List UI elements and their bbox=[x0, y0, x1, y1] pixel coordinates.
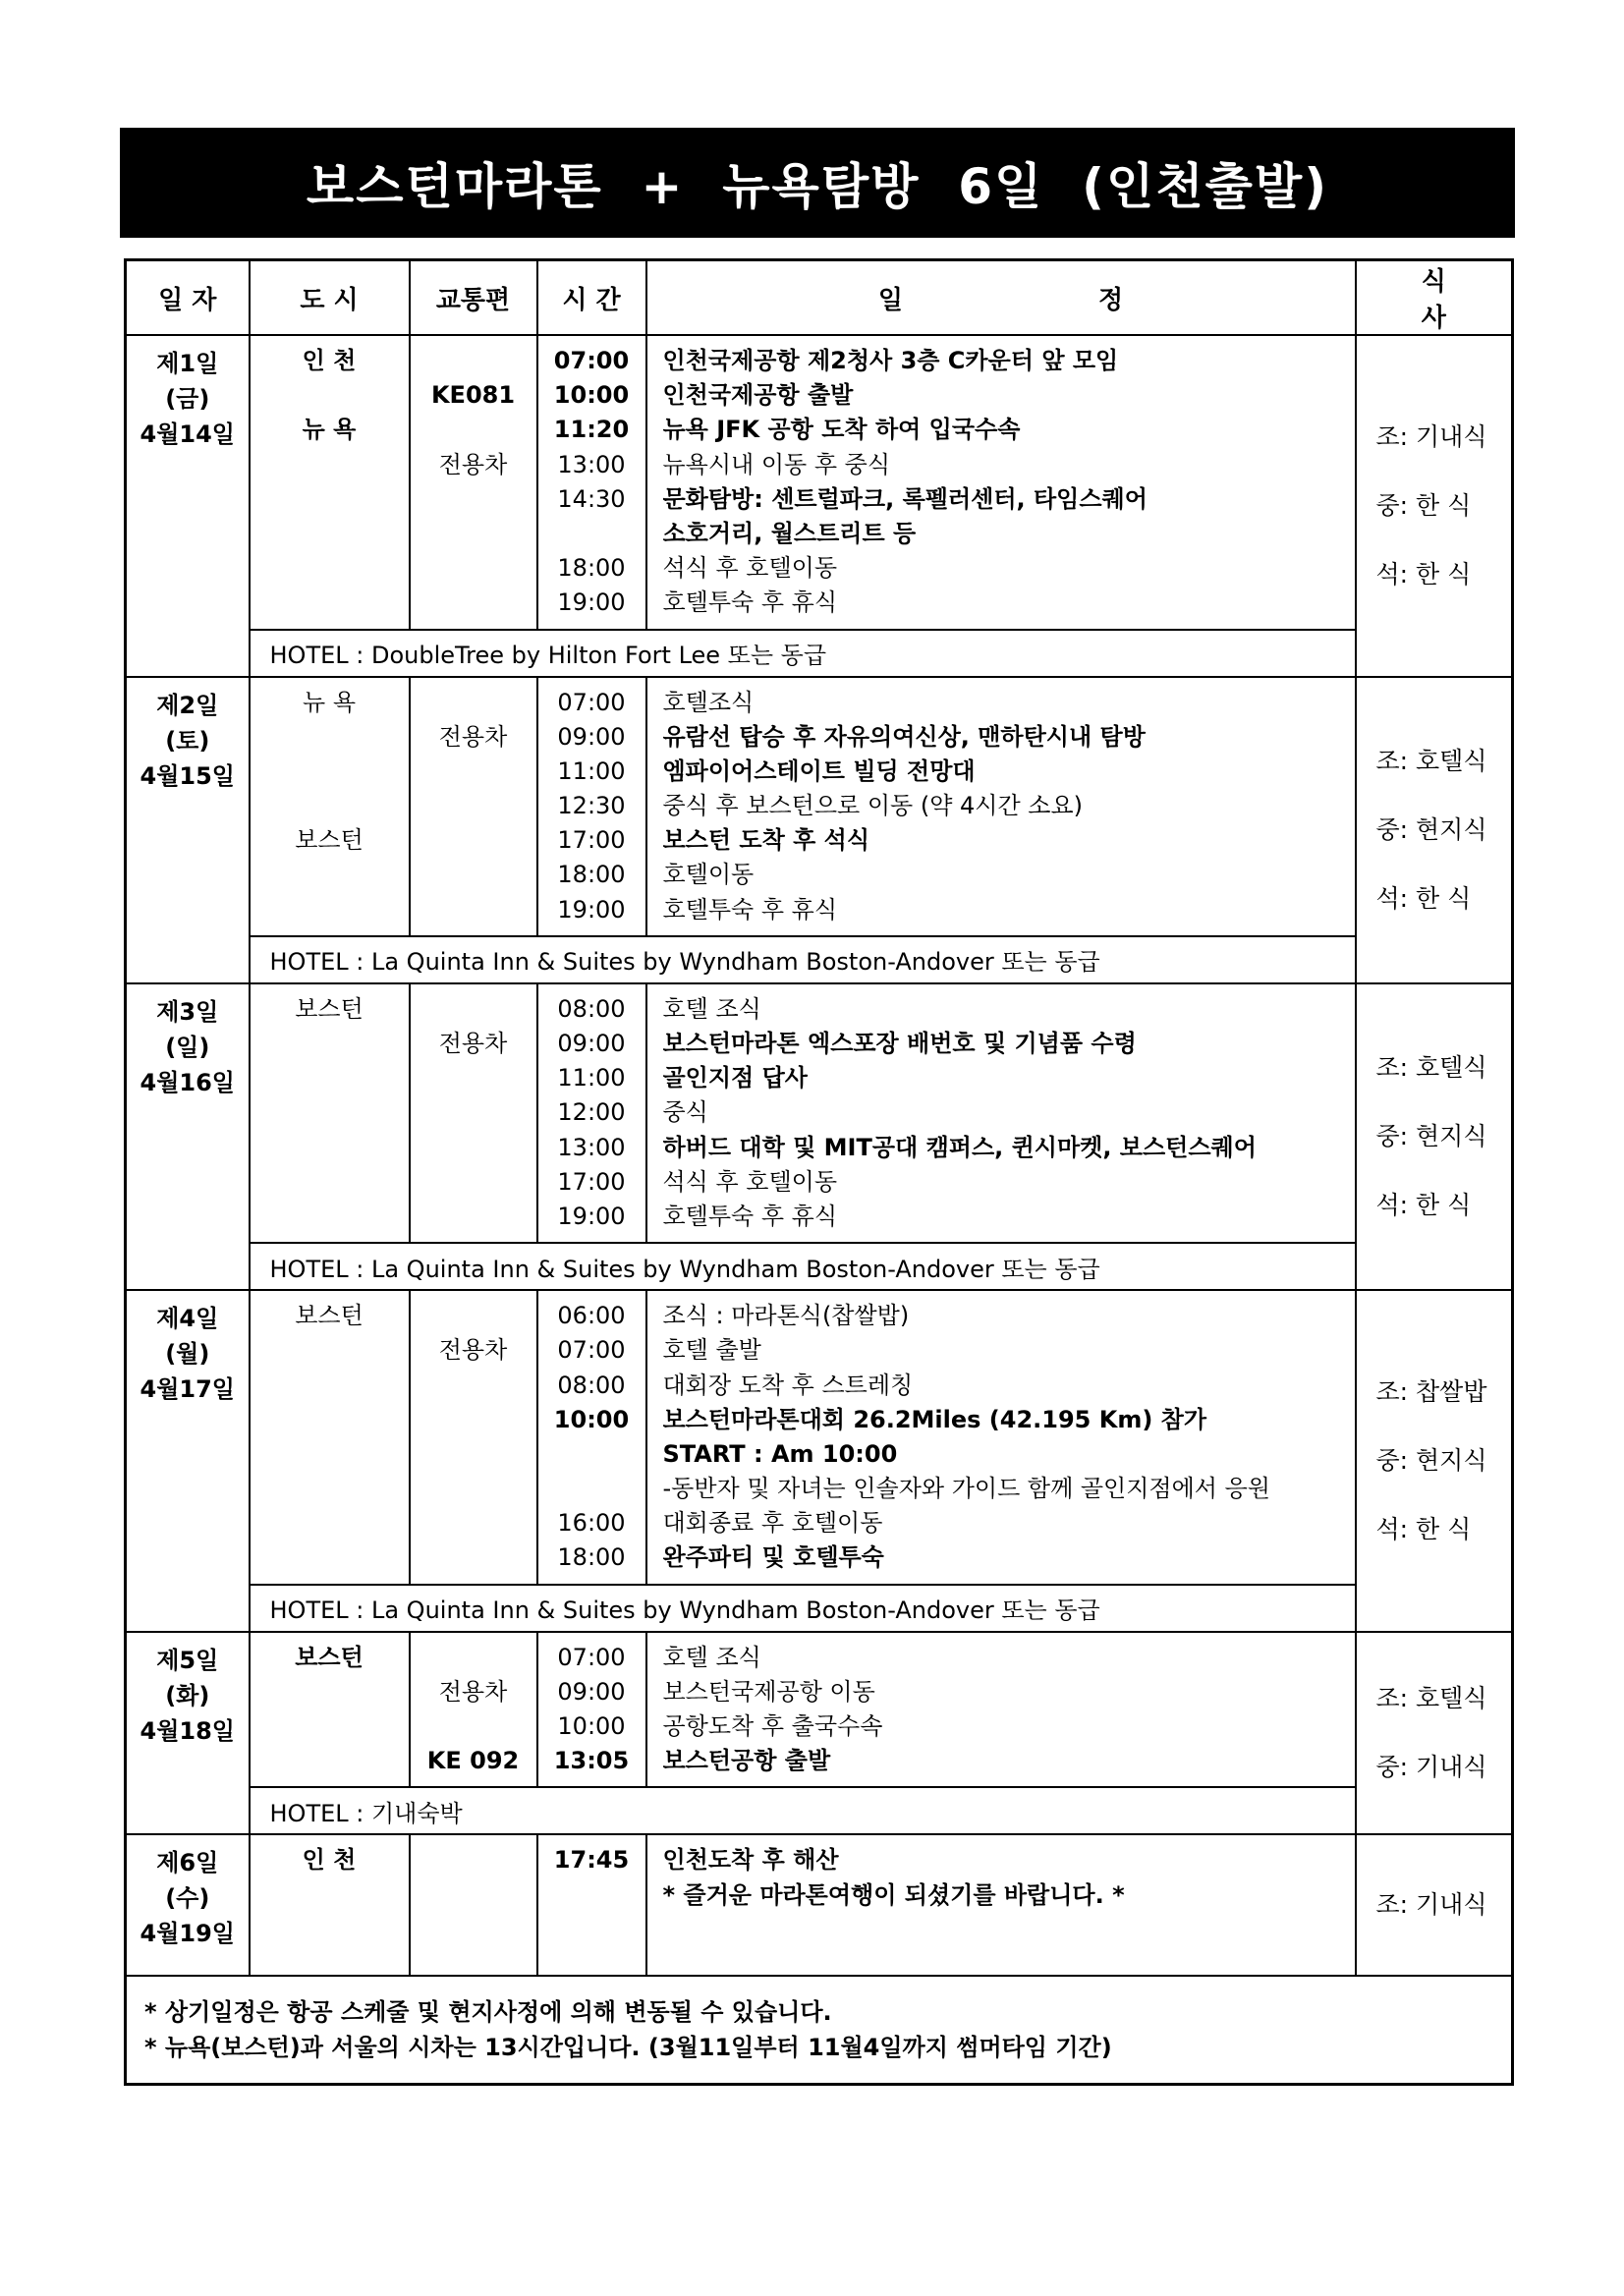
city-line bbox=[251, 1675, 409, 1709]
schedule-cell bbox=[646, 677, 1356, 936]
schedule-line: 하버드 대학 및 MIT공대 캠퍼스, 퀸시마켓, 보스턴스퀘어 bbox=[662, 1133, 1257, 1161]
city-line bbox=[251, 1027, 409, 1061]
schedule-line: 인천도착 후 해산 bbox=[662, 1846, 839, 1875]
page-title: 보스턴마라톤 + 뉴욕탐방 6일 (인천출발) bbox=[120, 128, 1515, 238]
transport-line bbox=[411, 1061, 536, 1095]
day-label: 제1일 bbox=[156, 350, 219, 377]
schedule-line: 완주파티 및 호텔투숙 bbox=[662, 1543, 884, 1572]
meal-cell bbox=[1356, 335, 1513, 677]
meal-line: 조: 기내식 bbox=[1375, 421, 1487, 451]
transport-line: KE081 bbox=[430, 381, 516, 410]
city-line bbox=[251, 755, 409, 789]
transport-line: 전용차 bbox=[438, 450, 508, 478]
schedule-line: 석식 후 호텔이동 bbox=[662, 1167, 838, 1196]
schedule-line: 문화탐방: 센트럴파크, 록펠러센터, 타임스퀘어 bbox=[662, 484, 1148, 513]
schedule-cell bbox=[646, 1834, 1356, 1976]
transport-line bbox=[411, 1540, 536, 1575]
city-line bbox=[251, 378, 409, 413]
city-line bbox=[251, 720, 409, 755]
city-line bbox=[251, 1709, 409, 1744]
header-transport: 교통편 bbox=[410, 260, 537, 336]
schedule-line: 뉴욕시내 이동 후 중식 bbox=[662, 450, 891, 478]
city-line bbox=[251, 1165, 409, 1200]
header-city: 도 시 bbox=[250, 260, 410, 336]
city-line: 뉴 욕 bbox=[302, 416, 357, 444]
day-cell bbox=[126, 1632, 250, 1835]
schedule-cell bbox=[646, 335, 1356, 630]
schedule-line: 유람선 탑승 후 자유의여신상, 맨하탄시내 탐방 bbox=[662, 722, 1146, 751]
day-row bbox=[126, 335, 1513, 630]
city-line: 뉴 욕 bbox=[303, 688, 356, 716]
transport-line: 전용차 bbox=[438, 1677, 508, 1706]
schedule-cell bbox=[646, 1632, 1356, 1788]
meal-line: 석: 한 식 bbox=[1375, 883, 1472, 913]
transport-line: 전용차 bbox=[438, 1336, 508, 1365]
hotel-row bbox=[126, 1787, 1513, 1834]
header-day: 일 자 bbox=[126, 260, 250, 336]
transport-line bbox=[411, 1095, 536, 1130]
notes bbox=[126, 1976, 1513, 2085]
city-line bbox=[251, 1200, 409, 1234]
transport-line bbox=[411, 413, 536, 447]
schedule-line: 조식 : 마라톤식(찹쌀밥) bbox=[662, 1302, 910, 1330]
meal-line: 석: 한 식 bbox=[1375, 559, 1472, 588]
header-schedule: 일 정 bbox=[646, 260, 1356, 336]
city-line bbox=[251, 789, 409, 823]
schedule-line: 석식 후 호텔이동 bbox=[662, 554, 838, 583]
day-cell bbox=[126, 983, 250, 1290]
time-cell bbox=[537, 335, 646, 630]
day-label: 제6일 bbox=[156, 1849, 219, 1877]
transport-line bbox=[411, 1472, 536, 1506]
hotel-info: HOTEL : La Quinta Inn & Suites by Wyndham Boston-Andover 또는 동급 bbox=[250, 936, 1356, 983]
schedule-line: 인천국제공항 제2청사 3층 C카운터 앞 모임 bbox=[662, 347, 1119, 374]
schedule-line: 호텔투숙 후 휴식 bbox=[662, 588, 838, 617]
transport-line bbox=[411, 1843, 536, 1877]
header-meal: 식 사 bbox=[1356, 260, 1513, 336]
city-cell bbox=[250, 335, 410, 630]
header-row bbox=[126, 260, 1513, 336]
meal-line: 조: 호텔식 bbox=[1375, 1684, 1487, 1712]
schedule-line: 대회장 도착 후 스트레칭 bbox=[662, 1371, 914, 1399]
schedule-line: 호텔 조식 bbox=[662, 1643, 761, 1671]
transport-line bbox=[411, 586, 536, 620]
city-line bbox=[251, 586, 409, 620]
transport-cell bbox=[410, 335, 537, 630]
time-line bbox=[538, 1878, 645, 1913]
meal-cell bbox=[1356, 677, 1513, 983]
city-line bbox=[251, 858, 409, 892]
transport-line: 전용차 bbox=[438, 722, 508, 751]
schedule-line: -동반자 및 자녀는 인솔자와 가이드 함께 골인지점에서 응원 bbox=[662, 1475, 1270, 1503]
day-weekday: (수) bbox=[165, 1884, 210, 1913]
city-line bbox=[251, 1472, 409, 1506]
day-date: 4월18일 bbox=[140, 1716, 235, 1745]
transport-cell bbox=[410, 1834, 537, 1976]
day-cell bbox=[126, 335, 250, 677]
day-label: 제4일 bbox=[156, 1305, 219, 1333]
transport-line bbox=[411, 823, 536, 858]
time-line: 09:00 bbox=[557, 1677, 626, 1706]
meal-line: 조: 호텔식 bbox=[1375, 1052, 1487, 1082]
time-line: 07:00 bbox=[553, 347, 630, 374]
city-line bbox=[251, 1333, 409, 1368]
schedule-line: 보스턴국제공항 이동 bbox=[662, 1677, 875, 1706]
schedule-line: 보스턴공항 출발 bbox=[662, 1747, 831, 1775]
day-label: 제3일 bbox=[156, 997, 219, 1026]
itinerary-body bbox=[126, 335, 1513, 1976]
day-row bbox=[126, 1290, 1513, 1585]
time-line: 19:00 bbox=[557, 588, 626, 617]
time-line: 08:00 bbox=[557, 1371, 626, 1399]
time-line: 17:00 bbox=[557, 1167, 626, 1196]
day-date: 4월19일 bbox=[140, 1920, 235, 1948]
transport-line bbox=[411, 893, 536, 927]
time-line: 12:30 bbox=[557, 792, 626, 820]
time-line: 10:00 bbox=[557, 1712, 626, 1740]
time-line: 06:00 bbox=[557, 1302, 626, 1330]
city-line bbox=[251, 448, 409, 482]
day-row bbox=[126, 983, 1513, 1243]
time-line: 16:00 bbox=[557, 1509, 626, 1538]
meal-line: 석: 한 식 bbox=[1375, 1514, 1472, 1543]
schedule-line: 호텔 출발 bbox=[662, 1336, 761, 1365]
city-line: 보스턴 bbox=[295, 1302, 364, 1330]
city-line bbox=[251, 517, 409, 551]
time-line: 18:00 bbox=[557, 1543, 626, 1572]
schedule-line: 인천국제공항 출발 bbox=[662, 381, 854, 410]
day-weekday: (금) bbox=[165, 385, 210, 413]
meal-cell bbox=[1356, 1632, 1513, 1835]
transport-line bbox=[411, 789, 536, 823]
itinerary-table bbox=[124, 258, 1514, 2086]
day-row bbox=[126, 677, 1513, 936]
time-line: 12:00 bbox=[557, 1098, 626, 1127]
transport-line bbox=[411, 686, 536, 720]
time-line: 13:00 bbox=[557, 450, 626, 478]
city-cell bbox=[250, 1632, 410, 1788]
meal-line: 조: 기내식 bbox=[1375, 1890, 1487, 1920]
hotel-row bbox=[126, 1243, 1513, 1290]
time-line: 11:00 bbox=[557, 756, 626, 785]
time-line: 14:30 bbox=[557, 484, 626, 513]
transport-line bbox=[411, 1709, 536, 1744]
hotel-info: HOTEL : 기내숙박 bbox=[250, 1787, 1356, 1834]
day-label: 제2일 bbox=[156, 691, 219, 719]
schedule-line: 보스턴 도착 후 석식 bbox=[662, 826, 870, 855]
hotel-row bbox=[126, 630, 1513, 677]
day-date: 4월14일 bbox=[140, 420, 235, 448]
schedule-line: 골인지점 답사 bbox=[662, 1064, 808, 1092]
day-date: 4월17일 bbox=[140, 1375, 235, 1404]
city-cell bbox=[250, 1290, 410, 1585]
transport-line bbox=[411, 1641, 536, 1675]
city-line bbox=[251, 1506, 409, 1540]
time-line: 17:45 bbox=[553, 1846, 630, 1875]
time-line: 18:00 bbox=[557, 554, 626, 583]
time-line: 10:00 bbox=[553, 381, 630, 410]
city-line: 인 천 bbox=[302, 1846, 357, 1875]
city-line: 보스턴 bbox=[295, 1643, 364, 1671]
day-cell bbox=[126, 1290, 250, 1632]
time-line: 10:00 bbox=[553, 1405, 630, 1433]
hotel-info: HOTEL : DoubleTree by Hilton Fort Lee 또는 동급 bbox=[250, 630, 1356, 677]
meal-cell bbox=[1356, 1290, 1513, 1632]
time-line: 11:20 bbox=[553, 416, 630, 444]
meal-line: 조: 호텔식 bbox=[1375, 746, 1487, 775]
time-line: 13:05 bbox=[553, 1747, 630, 1775]
schedule-cell bbox=[646, 1290, 1356, 1585]
time-cell bbox=[537, 1834, 646, 1976]
schedule-line: 호텔투숙 후 휴식 bbox=[662, 895, 838, 924]
time-cell bbox=[537, 1290, 646, 1585]
city-line bbox=[251, 1131, 409, 1165]
transport-line bbox=[411, 1506, 536, 1540]
time-line: 18:00 bbox=[557, 861, 626, 889]
note-line: * 상기일정은 항공 스케줄 및 현지사정에 의해 변동될 수 있습니다. bbox=[144, 1998, 832, 2027]
transport-line bbox=[411, 1299, 536, 1333]
meal-cell bbox=[1356, 1834, 1513, 1976]
transport-line bbox=[411, 551, 536, 586]
time-cell bbox=[537, 677, 646, 936]
meal-cell bbox=[1356, 983, 1513, 1290]
transport-line bbox=[411, 992, 536, 1027]
schedule-line: 소호거리, 월스트리트 등 bbox=[662, 519, 917, 547]
day-cell bbox=[126, 677, 250, 983]
time-cell bbox=[537, 1632, 646, 1788]
time-line: 19:00 bbox=[557, 895, 626, 924]
time-line: 11:00 bbox=[557, 1064, 626, 1092]
transport-line bbox=[411, 1369, 536, 1403]
hotel-row bbox=[126, 936, 1513, 983]
day-date: 4월15일 bbox=[140, 761, 235, 790]
schedule-line: 보스턴마라톤대회 26.2Miles (42.195 Km) 참가 bbox=[662, 1405, 1207, 1433]
city-cell bbox=[250, 1834, 410, 1976]
day-weekday: (월) bbox=[165, 1340, 210, 1369]
schedule-line: START : Am 10:00 bbox=[662, 1439, 898, 1468]
day-row bbox=[126, 1834, 1513, 1976]
time-line: 07:00 bbox=[557, 1643, 626, 1671]
time-line: 07:00 bbox=[557, 688, 626, 716]
city-line bbox=[251, 1878, 409, 1913]
time-line: 13:00 bbox=[557, 1133, 626, 1161]
schedule-line: 보스턴마라톤 엑스포장 배번호 및 기념품 수령 bbox=[662, 1030, 1137, 1057]
city-cell bbox=[250, 677, 410, 936]
transport-cell bbox=[410, 1632, 537, 1788]
time-line: 17:00 bbox=[557, 826, 626, 855]
time-cell bbox=[537, 983, 646, 1243]
city-line bbox=[251, 482, 409, 517]
transport-cell bbox=[410, 677, 537, 936]
city-line: 보스턴 bbox=[295, 826, 364, 855]
note-line: * 뉴욕(보스턴)과 서울의 시차는 13시간입니다. (3월11일부터 11월4일까지 썸머타임 기간) bbox=[144, 2034, 1112, 2062]
schedule-line: 엠파이어스테이트 빌딩 전망대 bbox=[662, 756, 976, 785]
time-line bbox=[538, 517, 645, 551]
city-line bbox=[251, 893, 409, 927]
transport-line bbox=[411, 517, 536, 551]
day-date: 4월16일 bbox=[140, 1068, 235, 1096]
day-row bbox=[126, 1632, 1513, 1788]
transport-line bbox=[411, 858, 536, 892]
day-weekday: (토) bbox=[165, 726, 210, 755]
schedule-cell bbox=[646, 983, 1356, 1243]
transport-line bbox=[411, 1437, 536, 1472]
transport-line bbox=[411, 755, 536, 789]
hotel-info: HOTEL : La Quinta Inn & Suites by Wyndham Boston-Andover 또는 동급 bbox=[250, 1243, 1356, 1290]
day-weekday: (화) bbox=[165, 1681, 210, 1709]
time-line: 19:00 bbox=[557, 1202, 626, 1230]
schedule-line: 호텔 조식 bbox=[662, 994, 761, 1023]
schedule-line: 호텔투숙 후 휴식 bbox=[662, 1202, 838, 1230]
city-line bbox=[251, 1744, 409, 1778]
transport-line bbox=[411, 1878, 536, 1913]
schedule-line: 중식 후 보스턴으로 이동 (약 4시간 소요) bbox=[662, 792, 1084, 820]
time-line: 08:00 bbox=[557, 994, 626, 1023]
city-line bbox=[251, 1437, 409, 1472]
meal-line: 석: 한 식 bbox=[1375, 1190, 1472, 1219]
city-line bbox=[251, 1369, 409, 1403]
meal-line: 중: 한 식 bbox=[1375, 490, 1472, 520]
time-line: 07:00 bbox=[557, 1336, 626, 1365]
schedule-line: 공항도착 후 출국수속 bbox=[662, 1712, 883, 1740]
city-line bbox=[251, 1540, 409, 1575]
transport-line bbox=[411, 1131, 536, 1165]
header-time: 시 간 bbox=[537, 260, 646, 336]
time-line: 09:00 bbox=[557, 722, 626, 751]
schedule-line: 대회종료 후 호텔이동 bbox=[662, 1509, 883, 1538]
transport-line bbox=[411, 482, 536, 517]
day-cell bbox=[126, 1834, 250, 1976]
transport-line bbox=[411, 1165, 536, 1200]
transport-line bbox=[411, 344, 536, 378]
transport-line bbox=[411, 1403, 536, 1437]
city-line bbox=[251, 1403, 409, 1437]
time-line bbox=[538, 1472, 645, 1506]
time-line: 09:00 bbox=[557, 1030, 626, 1057]
transport-cell bbox=[410, 1290, 537, 1585]
city-line: 인 천 bbox=[302, 347, 357, 374]
transport-cell bbox=[410, 983, 537, 1243]
meal-line: 조: 찹쌀밥 bbox=[1375, 1376, 1487, 1406]
meal-line: 중: 기내식 bbox=[1375, 1753, 1487, 1781]
transport-line: KE 092 bbox=[426, 1747, 520, 1775]
transport-line bbox=[411, 1200, 536, 1234]
city-line: 보스턴 bbox=[295, 994, 364, 1023]
city-line bbox=[251, 1061, 409, 1095]
schedule-line: * 즐거운 마라톤여행이 되셨기를 바랍니다. * bbox=[662, 1880, 1125, 1909]
day-label: 제5일 bbox=[156, 1646, 219, 1674]
notes-row bbox=[126, 1976, 1513, 2085]
schedule-line: 호텔조식 bbox=[662, 688, 755, 716]
transport-line: 전용차 bbox=[438, 1030, 508, 1057]
day-weekday: (일) bbox=[165, 1033, 210, 1061]
city-line bbox=[251, 1095, 409, 1130]
meal-line: 중: 현지식 bbox=[1375, 814, 1487, 844]
hotel-info: HOTEL : La Quinta Inn & Suites by Wyndham Boston-Andover 또는 동급 bbox=[250, 1585, 1356, 1632]
hotel-row bbox=[126, 1585, 1513, 1632]
city-line bbox=[251, 551, 409, 586]
time-line bbox=[538, 1437, 645, 1472]
schedule-line: 호텔이동 bbox=[662, 861, 755, 889]
schedule-line: 중식 bbox=[662, 1098, 708, 1127]
meal-line: 중: 현지식 bbox=[1375, 1445, 1487, 1475]
schedule-line: 뉴욕 JFK 공항 도착 하여 입국수속 bbox=[662, 416, 1021, 444]
city-cell bbox=[250, 983, 410, 1243]
meal-line: 중: 현지식 bbox=[1375, 1121, 1487, 1150]
